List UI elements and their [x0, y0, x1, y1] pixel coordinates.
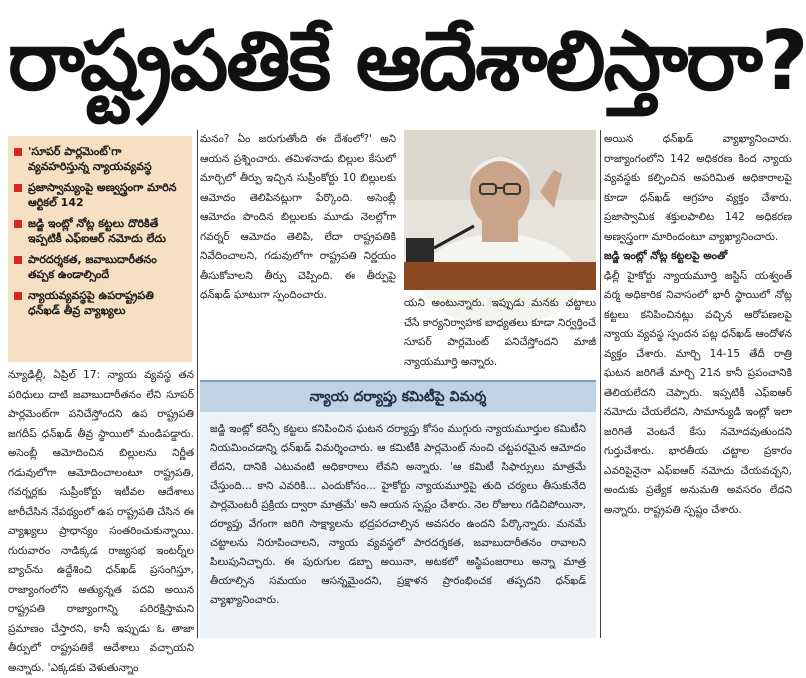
highlight-item [14, 252, 186, 282]
subheading: జడ్జి ఇంట్లో నోట్ల కట్టలపై అంతో [604, 250, 728, 262]
column-divider [197, 130, 198, 638]
highlights-box [8, 136, 192, 362]
article-column-1 [8, 366, 194, 674]
bullet-icon [14, 292, 22, 300]
article-text: న్యూఢిల్లీ, ఏప్రిల్ 17: న్యాయ వ్యవస్థ తన పరిధులు దాటి జవాబుదారీతనం లేని సూపర్ పార్లమెంట్‌గా పనిచేస్తోందని ఉప రాష్ట్రపతి జగదీప్ ధన్‌ఖడ్ తీవ్ర స్థాయిలో మండిపడ్డారు. అసెంబ్లీ ఆమోదించిన బిల్లులను నిర్ణీత గడువులోగా ఆమోదించాలంటూ రాష్ట్రపతి, గవర్నర్లకు సుప్రీంకోర్టు ఇటీవల ఆదేశాలు జారీచేసిన నేపథ్యంలో ఉప రాష్ట్రపతి చేసిన ఈ వ్యాఖ్యలు ప్రాధాన్యం సంతరించుకున్నాయి. గురువారం నాడిక్కడ రాజ్యసభ ఇంటర్న్‌ల బ్యాచ్‌ను ఉద్దేశించి ధన్‌ఖడ్ ప్రసంగిస్తూ, రాజ్యాంగంలోని అత్యున్నత పదవి అయిన రాష్ట్రపతి రాజ్యాంగాన్ని పరిరక్షిస్తామని ప్రమాణం చేస్తారని, కానీ ఇప్పుడు ఓ తాజా తీర్పులో రాష్ట్రపతికే ఆదేశాలు వచ్చాయని అన్నారు. 'ఎక్కడకు వెళుతున్నాం [8, 369, 194, 674]
highlight-text: 'సూపర్ పార్లమెంట్'గా వ్యవహరిస్తున్న న్యాయవ్యవస్థ [28, 145, 152, 173]
speaker-photo-illustration [404, 130, 596, 290]
highlight-text: న్యాయవ్యవస్థపై ఉపరాష్ట్రపతి ధన్‌ఖడ్ తీవ్ర వ్యాఖ్యలు [28, 289, 154, 317]
article-text: యని అంటున్నారు. ఇప్పుడు మనకు చట్టాలు చేసే కార్యనిర్వాహక బాధ్యతలు కూడా నిర్వర్తించే సూపర్ పార్లమెంట్ పనిచేస్తోందని మాజీ న్యాయమూర్తి అన్నారు. [404, 297, 596, 368]
highlight-item [14, 288, 186, 318]
highlight-text: ప్రజాస్వామ్యంపై అణ్వస్త్రంగా మారిన ఆర్టికల్ 142 [28, 181, 177, 209]
article-column-3 [404, 294, 596, 368]
sidebar-box-title: న్యాయ దర్యాప్తు కమిటీపై విమర్శ [200, 380, 596, 412]
headline: రాష్ట్రపతికే ఆదేశాలిస్తారా? [8, 14, 806, 109]
bullet-icon [14, 184, 22, 192]
highlight-text: జడ్జి ఇంట్లో నోట్ల కట్టలు దొరికితే ఇప్పటికీ ఎఫ్ఐఆర్ నమోదు లేదు [28, 217, 166, 245]
column-divider [600, 130, 601, 638]
sidebar-box-text: జడ్జి ఇంట్లో కరెన్సీ కట్టలు కనిపించిన ఘటన దర్యాప్తు కోసం ముగ్గురు న్యాయమూర్తుల కమిటీని నియమించడాన్ని ధన్‌ఖడ్ విమర్శించారు. ఆ కమిటీకి పార్లమెంట్ నుంచి చట్టపరమైన ఆమోదం లేదని, దానికి ఎటువంటి అధికారాలు లేవని అన్నారు. 'ఆ కమిటీ సిఫార్సులు మాత్రమే చేస్తుంది... కాని ఎవరికి... ఎందుకోసం... హైకోర్టు న్యాయమూర్తిపై తుది చర్యలు తీసుకునేది పార్లమెంటరీ ప్రక్రియ ద్వారా మాత్రమే' అని ఆయన స్పష్టం చేశారు. నెల రోజులు గడిచిపోయినా, దర్యాప్తు వేగంగా జరిగి సాక్ష్యాలను భద్రపరచాల్సిన అవసరం ఉందని పేర్కొన్నారు. మనమే చట్టాలను నిరూపించాలని, న్యాయ వ్యవస్థలో పారదర్శకత, జవాబుదారీతనం రావాలని పిలుపునిచ్చారు. ఈ పురుగుల డబ్బా అయినా, అటకలో అస్థిపంజరాలు అన్నా మాత్ర తీయాల్సిన సమయం ఆసన్నమైందని, ప్రక్షాళన ప్రారంభించక తప్పదని ధన్‌ఖడ్ వ్యాఖ్యానించారు. [210, 423, 586, 606]
sidebar-box-body [210, 420, 586, 610]
highlight-text: పారదర్శకత, జవాబుదారీతనం తప్పక ఉండాల్సిందే [28, 253, 157, 281]
bullet-icon [14, 220, 22, 228]
article-column-2 [200, 130, 396, 368]
article-text: అయిన ధన్‌ఖడ్ వ్యాఖ్యానించారు. రాజ్యాంగంలోని 142 అధికరణ కింద న్యాయ వ్యవస్థకు కల్పించిన అపరిమిత అధికారాలపై కూడా ధన్‌ఖడ్ ఆగ్రహం వ్యక్తం చేశారు. ప్రజాస్వామిక శక్తులపాలిట 142 అధికరణ అణ్వస్త్రంగా మారిందంటూ వ్యాఖ్యానించారు. [604, 133, 792, 243]
article-column-4 [604, 130, 792, 638]
article-text: మనం? ఏం జరుగుతోంది ఈ దేశంలో?' అని ఆయన ప్రశ్నించారు. తమిళనాడు బిల్లుల కేసులో మార్చిలో తీర్పు ఇచ్చిన సుప్రీంకోర్టు 10 బిల్లులకు ఆమోదం తెలిపినట్లుగా పేర్కొంది. అసెంబ్లీ ఆమోదం పొందిన బిల్లులకు మూడు నెలల్లోగా గవర్నర్ ఆమోదం తెలిపి, లేదా రాష్ట్రపతికి నివేదించాలని, గడువులోగా రాష్ట్రపతి నిర్ణయం తీసుకోవాలని తీర్పు చెప్పింది. ఈ తీర్పుపై ధన్‌ఖడ్ ఘాటుగా స్పందించారు. [200, 133, 396, 301]
speaker-photo [404, 130, 596, 290]
bullet-icon [14, 256, 22, 264]
article-text: ఢిల్లీ హైకోర్టు న్యాయమూర్తి జస్టిస్ యశ్వంత్ వర్మ అధికారిక నివాసంలో భారీ స్థాయిలో నోట్ల కట్టలు కనిపించినట్లు వచ్చిన ఆరోపణలపై న్యాయ వ్యవస్థ స్పందన పట్ల ధన్‌ఖడ్ ఆందోళన వ్యక్తం చేశారు. మార్చి 14-15 తేదీ రాత్రి ఘటన జరిగితే మార్చి 21న కానీ ప్రపంచానికి తెలియలేదని చెప్పారు. ఇప్పటికీ ఎఫ్ఐఆర్ నమోదు చేయలేదని, సామాన్యుడి ఇంట్లో ఇలా జరిగితే వెంటనే కేసు నమోదవుతుందని గుర్తుచేశారు. భారతీయ చట్టాల ప్రకారం ఎవరిపైనైనా ఎఫ్ఐఆర్ నమోదు చేయవచ్చని, అందుకు ప్రత్యేక అనుమతి అవసరం లేదని అన్నారు. రాష్ట్రపతి స్పష్టం చేశారు. [604, 269, 792, 516]
highlight-item [14, 144, 186, 174]
bullet-icon [14, 148, 22, 156]
sidebar-box [200, 412, 596, 638]
highlight-item [14, 216, 186, 246]
highlight-item [14, 180, 186, 210]
